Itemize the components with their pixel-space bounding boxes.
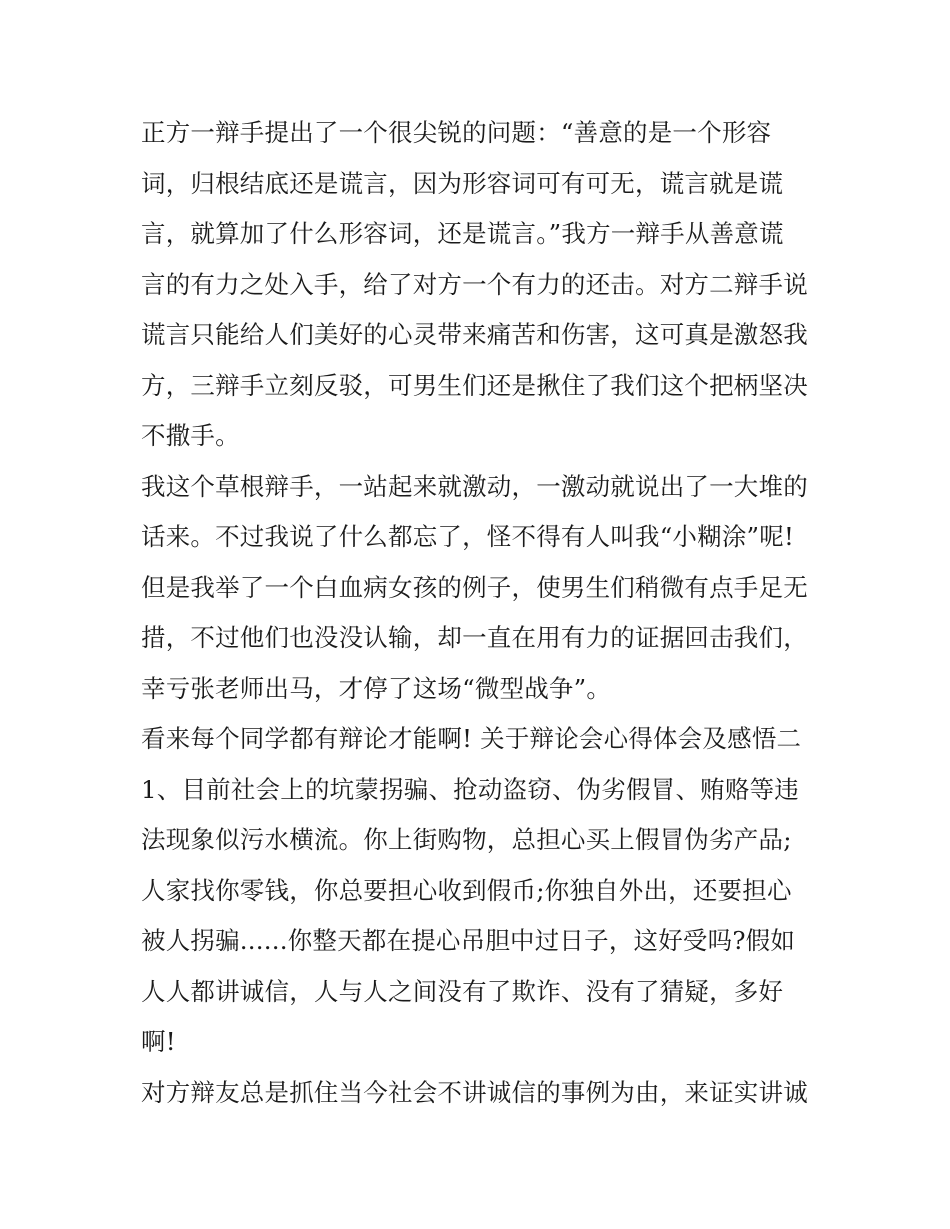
text-line: 言的有力之处入手，给了对方一个有力的还击。对方二辩手说: [141, 269, 808, 299]
text-line: 我这个草根辩手，一站起来就激动，一激动就说出了一大堆的: [141, 471, 808, 501]
text-line: 谎言只能给人们美好的心灵带来痛苦和伤害，这可真是激怒我: [141, 320, 808, 349]
text-line: 正方一辩手提出了一个很尖锐的问题：“善意的是一个形容: [141, 118, 772, 147]
text-line: 人家找你零钱，你总要担心收到假币;你独自外出，还要担心: [141, 875, 792, 905]
text-line: 1、目前社会上的坑蒙拐骗、抢动盗窃、伪劣假冒、贿赂等违: [141, 774, 799, 804]
text-line: 不撒手。: [141, 421, 240, 450]
text-line: 幸亏张老师出马，才停了这场“微型战争”。: [141, 673, 612, 703]
text-line: 词，归根结底还是谎言，因为形容词可有可无，谎言就是谎: [141, 168, 784, 198]
text-line: 话来。不过我说了什么都忘了，怪不得有人叫我“小糊涂”呢!: [141, 522, 794, 551]
text-line: 被人拐骗......你整天都在提心吊胆中过日子，这好受吗?假如: [141, 926, 796, 955]
body-text: [141, 108, 821, 1118]
text-line: 对方辩友总是抓住当今社会不讲诚信的事例为由，来证实讲诚: [141, 1077, 808, 1107]
text-line: 啊!: [141, 1027, 176, 1056]
text-line: 言，就算加了什么形容词，还是谎言。”我方一辩手从善意谎: [141, 219, 784, 248]
text-line: 措，不过他们也没没认输，却一直在用有力的证据回击我们，: [141, 623, 808, 652]
text-line: 但是我举了一个白血病女孩的例子，使男生们稍微有点手足无: [141, 572, 808, 602]
text-line: 方，三辩手立刻反驳，可男生们还是揪住了我们这个把柄坚决: [141, 370, 808, 400]
text-line: 法现象似污水横流。你上街购物，总担心买上假冒伪劣产品;: [141, 825, 792, 854]
text-line: 看来每个同学都有辩论才能啊! 关于辩论会心得体会及感悟二: [141, 724, 802, 753]
text-line: 人人都讲诚信，人与人之间没有了欺诈、没有了猜疑，多好: [141, 976, 784, 1006]
